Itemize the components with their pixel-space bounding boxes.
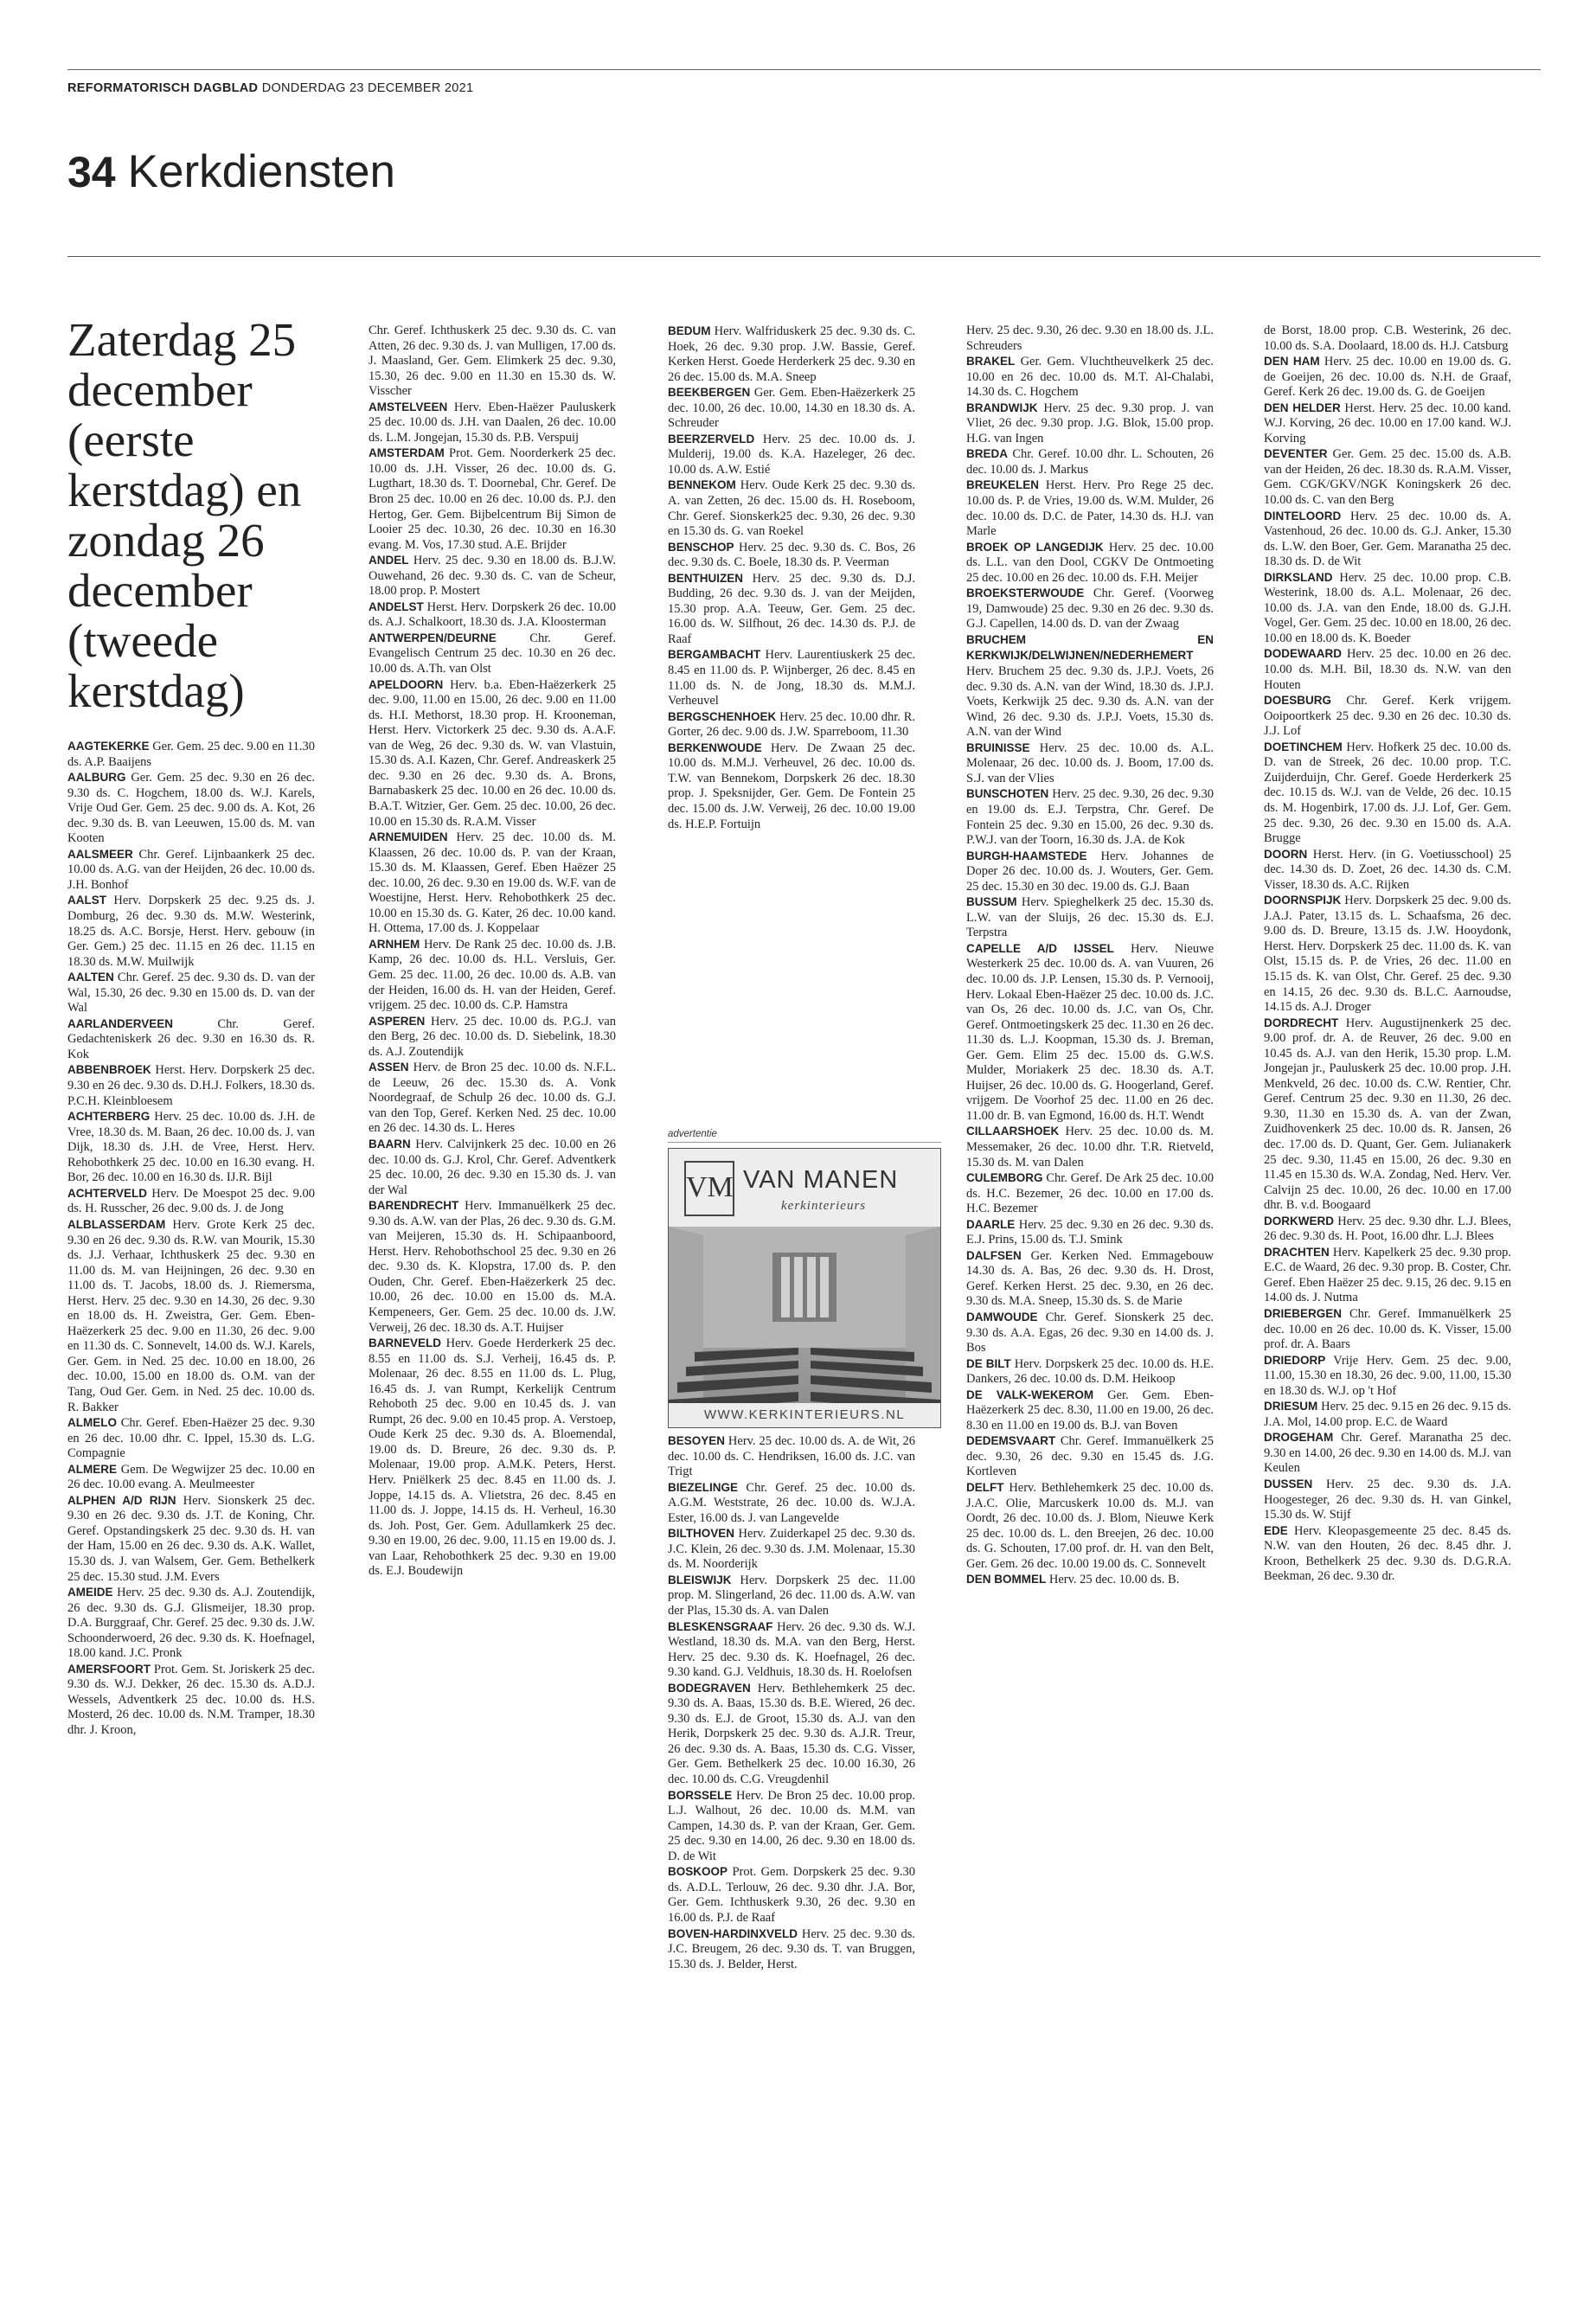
place-name: BLESKENSGRAAF bbox=[668, 1619, 773, 1633]
service-entry bbox=[67, 1462, 315, 1493]
service-details: Prot. Gem. Dorpskerk 25 dec. 9.30 ds. A.D.L. Terlouw, 26 dec. 9.30 dhr. J.A. Bor, Ger. Gem. Ichthuskerk 9.30, 26 dec. 9.30 en 16.00 ds. P.J. de Raaf bbox=[668, 1865, 916, 1925]
service-details: Chr. Geref. 10.00 dhr. L. Schouten, 26 dec. 10.00 ds. J. Markus bbox=[966, 447, 1215, 477]
paper-date: DONDERDAG 23 DECEMBER 2021 bbox=[261, 81, 474, 95]
service-entry bbox=[67, 1186, 315, 1217]
service-entry bbox=[67, 1016, 315, 1063]
service-details: Herv. Nieuwe Westerkerk 25 dec. 10.00 ds. A. van Vuuren, 26 dec. 10.00 ds. J.P. Lensen, 15.30 ds. P. Vernooij, Herv. Lokaal Eben-Haëzer 25 dec. 10.00 ds. J.C. van Os, 26 dec. 10.00 ds. J.C. van Os, Chr. Geref. Ontmoetingskerk 25 dec. 11.30 en 26 dec. 11.30 ds. L.J. Koopman, 15.30 ds. J. Breman, Ger. Gem. Elim 25 dec. 15.00 ds. G.W.S. Mulder, Moriakerk 25 dec. 18.30 ds. A.T. Huijser, 26 dec. 10.00 ds. G. Hoogerland, Geref. vrijgem. De Voorhof 25 dec. 11.00 en 26 dec. 11.00 dr. B. van Egmond, 16.00 ds. H.T. Wendt bbox=[966, 941, 1215, 1123]
place-name: DE BILT bbox=[966, 1356, 1011, 1370]
service-details: Herv. 25 dec. 10.00 ds. B. bbox=[1048, 1573, 1180, 1587]
service-entry bbox=[1264, 570, 1511, 647]
service-entry bbox=[369, 1336, 616, 1580]
place-name: DALFSEN bbox=[966, 1248, 1022, 1262]
service-details: Gem. De Wegwijzer 25 dec. 10.00 en 26 dec. 10.00 evang. A. Meulmeester bbox=[67, 1462, 316, 1492]
ad-image[interactable] bbox=[668, 1148, 941, 1428]
place-name: CULEMBORG bbox=[966, 1171, 1043, 1185]
service-entry bbox=[668, 324, 915, 385]
ad-url[interactable]: WWW.KERKINTERIEURS.NL bbox=[703, 1407, 906, 1422]
place-name: DOORN bbox=[1264, 847, 1308, 861]
place-name: ACHTERVELD bbox=[67, 1186, 148, 1200]
place-name: BORSSELE bbox=[668, 1788, 733, 1802]
service-entry bbox=[1264, 1306, 1511, 1353]
service-details: Chr. Geref. 25 dec. 9.30 ds. D. van der Wal, 15.30, 26 dec. 9.30 en 15.00 ds. D. van der Wal bbox=[67, 971, 316, 1016]
service-details: Chr. Geref. (Voorweg 19, Damwoude) 25 dec. 9.30 en 26 dec. 9.30 ds. G.J. Capellen, 14.00 ds. D. van der Zwaag bbox=[966, 586, 1215, 631]
service-entry bbox=[966, 632, 1214, 740]
service-entry bbox=[668, 385, 915, 432]
service-entry bbox=[67, 1585, 315, 1662]
place-name: DAARLE bbox=[966, 1217, 1016, 1231]
service-details: Chr. Geref. Evangelisch Centrum 25 dec. 10.30 en 26 dec. 10.00 ds. A.Th. van Olst bbox=[369, 631, 616, 676]
service-entry bbox=[668, 1526, 915, 1573]
column-2 bbox=[369, 324, 616, 1580]
service-entry bbox=[1264, 1523, 1511, 1585]
service-details: Herv. 25 dec. 9.30 en 18.00 ds. B.J.W. Ouwehand, 26 dec. 9.30 ds. C. van de Scheur, 18.00 prop. P. Mostert bbox=[369, 554, 616, 599]
page-number: 34 bbox=[67, 148, 116, 196]
place-name: BUNSCHOTEN bbox=[966, 787, 1049, 801]
service-entry bbox=[67, 847, 315, 894]
service-entry bbox=[966, 1124, 1214, 1170]
service-details: Chr. Geref. Gedachteniskerk 26 dec. 9.30 en 16.30 ds. R. Kok bbox=[67, 1016, 315, 1061]
service-entry bbox=[966, 1356, 1214, 1388]
service-details: Ger. Gem. 25 dec. 15.00 ds. A.B. van der Heiden, 26 dec. 18.30 ds. R.A.M. Visser, Gem. CGK/GKV/NGK Koningskerk 26 dec. 10.00 ds. C. van den Berg bbox=[1264, 447, 1512, 508]
place-name: BRAKEL bbox=[966, 355, 1016, 369]
service-entry bbox=[369, 677, 616, 830]
place-name: BEDUM bbox=[668, 324, 711, 337]
service-entry bbox=[67, 770, 315, 847]
service-details: Ger. Kerken Ned. Emmagebouw 14.30 ds. A. Bas, 26 dec. 9.30 ds. H. Drost, Geref. Kerken Herst. 25 dec. 9.30, en 26 dec. 9.30 ds. M.A. Sneep, 15.30 ds. S. de Marie bbox=[966, 1248, 1214, 1309]
service-entry bbox=[67, 1662, 315, 1739]
service-entry bbox=[966, 1433, 1214, 1480]
service-details: Herv. De Bron 25 dec. 10.00 prop. L.J. Walhout, 26 dec. 10.00 ds. M.M. van Campen, 14.30 ds. P. van der Kraan, Ger. Gem. 25 dec. 9.30 en 14.00, 26 dec. 9.30 en 18.00 ds. D. de Wit bbox=[668, 1788, 916, 1863]
service-entry bbox=[966, 1310, 1214, 1356]
service-details: Herv. Johannes de Doper 26 dec. 10.00 ds. J. Wouters, Ger. Gem. 25 dec. 15.30 en 30 dec. 19.00 ds. G.J. Baan bbox=[966, 849, 1215, 894]
place-name: BERKENWOUDE bbox=[668, 740, 762, 754]
place-name: ALPHEN A/D RIJN bbox=[67, 1493, 176, 1507]
service-details: Herv. Calvijnkerk 25 dec. 10.00 en 26 dec. 10.00 ds. G.J. Krol, Chr. Geref. Adventkerk 25 dec. 10.00, 26 dec. 9.30 en 15.30 ds. J. van der Wal bbox=[369, 1137, 616, 1197]
service-details: Herv. Walfriduskerk 25 dec. 9.30 ds. C. Hoek, 26 dec. 9.30 prop. J.W. Bassie, Geref. Kerken Herst. Goede Herderkerk 25 dec. 9.30 en 26 dec. 15.00 ds. M.A. Sneep bbox=[668, 324, 915, 384]
place-name: ANTWERPEN/DEURNE bbox=[369, 631, 497, 644]
service-details: Vrije Herv. Gem. 25 dec. 9.00, 11.00, 15.30 en 18.30, 26 dec. 9.00, 11.00, 15.30 en 18.30 ds. W.J. op 't Hof bbox=[1264, 1353, 1511, 1398]
place-name: DEVENTER bbox=[1264, 447, 1328, 461]
service-details: Ger. Gem. 25 dec. 9.30 en 26 dec. 9.30 ds. C. Hogchem, 18.00 ds. W.J. Karels, Vrije Oud Ger. Gem. 25 dec. 9.00 ds. A. Kot, 26 dec. 9.30 ds. B. van Leeuwen, 15.00 ds. M. van Kooten bbox=[67, 771, 315, 846]
service-entry bbox=[1264, 324, 1511, 354]
service-details: Herv. 25 dec. 10.00 ds. M. Klaassen, 26 dec. 10.00 ds. P. van der Kraan, 15.30 ds. M. Klaassen, Geref. Eben Haëzer 25 dec. 10.00, 26 dec. 9.30 en 19.00 ds. W.F. van de Woestijne, Herst. Herv. Rehobothkerk 25 dec. 10.00 en 15.30 ds. G. Kater, 26 dec. 10.00 kand. H. Ottema, 17.00 ds. J. Koppelaar bbox=[369, 830, 617, 936]
service-entry bbox=[966, 1248, 1214, 1310]
service-entry bbox=[668, 1864, 915, 1926]
headline: Zaterdag 25 december (eerste kerstdag) en zondag 26 december (tweede kerstdag) bbox=[67, 313, 302, 717]
service-entry bbox=[1264, 509, 1511, 570]
service-details: Herst. Herv. Pro Rege 25 dec. 10.00 ds. P. de Vries, 19.00 ds. W.M. Mulder, 26 dec. 10.00 ds. D.C. de Pater, 14.30 ds. H.J. van Marle bbox=[966, 478, 1215, 539]
service-entry bbox=[369, 324, 616, 400]
service-details: Herv. 25 dec. 9.15 en 26 dec. 9.15 ds. J.A. Mol, 14.00 prop. E.C. de Waard bbox=[1264, 1400, 1512, 1429]
service-details: Ger. Gem. Eben-Haëzerkerk 25 dec. 8.30, 11.00 en 19.00, 26 dec. 8.30 en 11.00 en 19.00 ds. B.J. van Boven bbox=[966, 1388, 1214, 1433]
service-details: Ger. Gem. Vluchtheuvelkerk 25 dec. 10.00 en 26 dec. 10.00 ds. M.T. Al-Chalabi, 14.30 ds. C. Hogchem bbox=[966, 355, 1214, 400]
service-details: Herv. Eben-Haëzer Pauluskerk 25 dec. 10.00 ds. J.H. van Daalen, 26 dec. 10.00 ds. L.M. Jongejan, 15.30 ds. P.B. Verspuij bbox=[369, 400, 616, 445]
paper-name: REFORMATORISCH DAGBLAD bbox=[67, 81, 259, 95]
service-entry bbox=[668, 432, 915, 478]
service-details: Herv. De Rank 25 dec. 10.00 ds. J.B. Kamp, 26 dec. 10.00 ds. H.L. Versluis, Ger. Gem. 25 dec. 11.00, 26 dec. 10.00 ds. A.B. van der Heiden, 16.00 ds. H. van der Heiden, Geref. vrijgem. 25 dec. 10.00 ds. C.P. Hamstra bbox=[369, 937, 616, 1013]
place-name: BERGAMBACHT bbox=[668, 648, 761, 662]
service-details: Herv. Dorpskerk 25 dec. 10.00 ds. H.E. Dankers, 26 dec. 10.00 ds. D.M. Heikoop bbox=[966, 1356, 1214, 1387]
service-entry bbox=[1264, 646, 1511, 693]
service-entry bbox=[668, 1480, 915, 1527]
service-entry bbox=[1264, 1477, 1511, 1523]
service-details: Ger. Gem. Eben-Haëzerkerk 25 dec. 10.00, 26 dec. 10.00, 14.30 en 18.30 ds. A. Schreuder bbox=[668, 386, 915, 431]
service-details: Herv. Bethlehemkerk 25 dec. 10.00 ds. J.A.C. Olie, Marcuskerk 10.00 ds. M.J. van Oordt, 26 dec. 10.00 ds. J. Blom, Nieuwe Kerk 25 dec. 10.00 ds. L. den Breejen, 26 dec. 10.00 ds. G. Schouten, 17.00 prof. dr. H. van den Belt, Ger. Gem. 26 dec. 10.00 19.00 ds. C. Sonnevelt bbox=[966, 1481, 1214, 1571]
ad-logo-letters: VM bbox=[686, 1171, 734, 1203]
service-details: Herv. Oude Kerk 25 dec. 9.30 ds. A. van Zetten, 26 dec. 15.00 ds. H. Roseboom, Chr. Geref. Sionskerk25 dec. 9.30, 26 dec. 9.30 en 15.30 ds. G. van Roekel bbox=[668, 478, 916, 539]
place-name: BIEZELINGE bbox=[668, 1480, 739, 1494]
place-name: DODEWAARD bbox=[1264, 647, 1342, 661]
service-details: Ger. Gem. 25 dec. 9.00 en 11.30 ds. A.P. Baaijens bbox=[67, 740, 315, 769]
place-name: BEEKBERGEN bbox=[668, 386, 751, 400]
service-details: Herv. Goede Herderkerk 25 dec. 8.55 en 11.00 ds. S.J. Verheij, 16.45 ds. P. Molenaar, 26 dec. 8.55 en 11.00 ds. L. Plug, 16.45 ds. J. van Rumpt, Kerkelijk Centrum Rehoboth 25 dec. 9.00 en 10.45 ds. J. van Rumpt, 26 dec. 9.00 en 10.45 prop. A. Verstoep, Oude Kerk 25 dec. 9.30 ds. A. Bloemendal, 19.00 ds. D. Breure, 26 dec. 9.30 ds. P. Molenaar, 19.00 prop. A.M.K. Peters, Herst. Herv. Pniëlkerk 25 dec. 8.45 en 11.00 ds. J. Joppe, 14.15 ds. A. Vlietstra, 26 dec. 8.45 en 11.00 ds. J. Joppe, 14.15 ds. H. Verheul, 16.30 ds. Joh. Post, Ger. Gem. Adullamkerk 25 dec. 9.30 en 19.00, 26 dec. 9.00, 11.15 en 19.00 ds. J. van Laar, Rehobothkerk 25 dec. 9.30 en 19.00 ds. E.J. Boudewijn bbox=[369, 1336, 616, 1579]
column-2-entries bbox=[369, 324, 616, 1580]
ad-label: advertentie bbox=[668, 1129, 941, 1143]
service-entry bbox=[668, 478, 915, 539]
service-details: Herv. Sionskerk 25 dec. 9.30 en 26 dec. 9.30 ds. J.T. de Koning, Chr. Geref. Opstandingskerk 25 dec. 9.30 ds. H. van der Ham, 15.00 en 26 dec. 9.30 ds. A.K. Wallet, 15.30 ds. J. van Walsem, Ger. Gem. Bethelkerk 25 dec. 15.30 stud. J.M. Evers bbox=[67, 1493, 315, 1584]
service-details: Herv. 25 dec. 10.00 ds. A. Vastenhoud, 26 dec. 10.00 ds. G.J. Anker, 15.30 ds. L.W. den Boer, Ger. Gem. Maranatha 25 dec. 18.30 ds. D. de Wit bbox=[1264, 509, 1511, 569]
advertisement[interactable] bbox=[668, 1129, 941, 1428]
service-entry bbox=[1264, 1245, 1511, 1306]
service-details: Herv. Spieghelkerk 25 dec. 15.30 ds. L.W. van der Sluijs, 26 dec. 15.30 ds. E.J. Terpstra bbox=[966, 895, 1214, 940]
service-entry bbox=[1264, 401, 1511, 447]
service-details: Herst. Herv. 25 dec. 10.00 kand. W.J. Korving, 26 dec. 10.00 en 17.00 kand. W.J. Korving bbox=[1264, 401, 1511, 445]
service-entry bbox=[966, 446, 1214, 478]
service-entry bbox=[966, 401, 1214, 447]
place-name: BODEGRAVEN bbox=[668, 1681, 751, 1695]
place-name: BURGH-HAAMSTEDE bbox=[966, 849, 1087, 862]
service-entry bbox=[369, 599, 616, 631]
service-details: Herv. De Zwaan 25 dec. 10.00 ds. M.M.J. Verheuvel, 26 dec. 10.00 ds. T.W. van Bennekom, Dorpskerk 26 dec. 18.30 prop. J. Speksnijder, Ger. Gem. De Fontein 25 dec. 15.00 ds. J.W. Verweij, 26 dec. 10.00 19.00 ds. H.E.P. Fortuijn bbox=[668, 740, 916, 831]
service-details: Herv. 25 dec. 10.00 ds. P.G.J. van den Berg, 26 dec. 10.00 ds. D. Siebelink, 18.30 ds. A.J. Zoutendijk bbox=[369, 1014, 616, 1059]
place-name: DRIEBERGEN bbox=[1264, 1307, 1343, 1320]
service-details: Chr. Geref. Immanuëlkerk 25 dec. 10.00 en 26 dec. 10.00 ds. K. Visser, 15.00 prof. dr. A. Baars bbox=[1264, 1307, 1511, 1352]
service-entry bbox=[966, 894, 1214, 941]
service-entry bbox=[966, 941, 1214, 1125]
place-name: AALTEN bbox=[67, 971, 114, 984]
place-name: BAARN bbox=[369, 1137, 411, 1150]
service-entry bbox=[668, 740, 915, 832]
service-details: Chr. Geref. 25 dec. 10.00 ds. A.G.M. Weststrate, 26 dec. 10.00 ds. W.J.A. Ester, 16.00 ds. J. van Langevelde bbox=[668, 1480, 916, 1525]
service-entry bbox=[369, 1014, 616, 1061]
service-details: Herv. 25 dec. 9.30, 26 dec. 9.30 en 18.00 ds. J.L. Schreuders bbox=[966, 324, 1214, 353]
service-details: Herv. Kapelkerk 25 dec. 9.30 prop. E.C. de Waard, 26 dec. 9.30 prop. B. Coster, Chr. Geref. Eben Haëzer 25 dec. 9.15, 26 dec. 9.15 en 14.00 ds. J. Nutma bbox=[1264, 1245, 1511, 1305]
service-details: Herv. 25 dec. 9.30 en 26 dec. 9.30 ds. E.J. Prins, 15.00 ds. T.J. Smink bbox=[966, 1217, 1214, 1247]
service-entry bbox=[369, 830, 616, 937]
place-name: BREUKELEN bbox=[966, 478, 1040, 492]
column-3 bbox=[668, 324, 915, 832]
service-details: Herv. 25 dec. 10.00 ds. M. Messemaker, 26 dec. 10.00 dhr. T.R. Rietveld, 15.30 ds. M. van Dalen bbox=[966, 1125, 1215, 1170]
column-1 bbox=[67, 315, 315, 1739]
place-name: AMSTERDAM bbox=[369, 446, 445, 460]
service-details: de Borst, 18.00 prop. C.B. Westerink, 26 dec. 10.00 ds. S.A. Doolaard, 18.00 ds. H.J. Catsburg bbox=[1264, 324, 1511, 353]
place-name: ASSEN bbox=[369, 1061, 409, 1074]
service-entry bbox=[1264, 1214, 1511, 1245]
place-name: CAPELLE A/D IJSSEL bbox=[966, 941, 1114, 955]
place-name: APELDOORN bbox=[369, 677, 444, 691]
service-details: Herv. 25 dec. 10.00 dhr. R. Gorter, 26 dec. 9.00 ds. J.W. Sparreboom, 11.30 bbox=[668, 709, 915, 740]
service-details: Herv. 25 dec. 9.30 ds. C. Bos, 26 dec. 9.30 ds. C. Boele, 18.30 ds. P. Veerman bbox=[668, 540, 916, 570]
service-entry bbox=[966, 1388, 1214, 1434]
place-name: DOESBURG bbox=[1264, 694, 1332, 708]
place-name: DAMWOUDE bbox=[966, 1311, 1038, 1324]
service-details: Herv. Hofkerk 25 dec. 10.00 ds. D. van de Streek, 26 dec. 10.00 prop. T.C. Zuijderduijn, Chr. Geref. Goede Herderkerk 25 dec. 10.15 ds. W.J. van de Velde, 26 dec. 10.15 ds. M. Hogenbirk, 17.00 ds. J.J. Lof, Ger. Gem. 25 dec. 9.30, 26 dec. 9.30 en 15.00 ds. A.A. Brugge bbox=[1264, 740, 1512, 846]
place-name: DOETINCHEM bbox=[1264, 740, 1343, 753]
ad-logo-icon bbox=[684, 1161, 734, 1216]
service-entry bbox=[369, 553, 616, 599]
service-entry bbox=[67, 893, 315, 970]
service-details: Chr. Geref. Eben-Haëzer 25 dec. 9.30 en 26 dec. 10.00 dhr. C. Ippel, 15.30 ds. L.G. Compagnie bbox=[67, 1416, 315, 1461]
service-details: Chr. Geref. Maranatha 25 dec. 9.30 en 14.00, 26 dec. 9.30 en 14.00 ds. M.J. van Keulen bbox=[1264, 1431, 1511, 1476]
service-details: Herv. Zuiderkapel 25 dec. 9.30 ds. J.C. Klein, 26 dec. 9.30 ds. J.M. Molenaar, 15.30 ds. M. Noorderijk bbox=[668, 1527, 916, 1572]
place-name: EDE bbox=[1264, 1523, 1288, 1537]
service-entry bbox=[1264, 1016, 1511, 1214]
service-entry bbox=[966, 1572, 1214, 1588]
service-details: Chr. Geref. Immanuëlkerk 25 dec. 9.30, 26 dec. 9.30 en 15.45 ds. J.G. Kortleven bbox=[966, 1434, 1214, 1479]
page-header bbox=[67, 145, 395, 198]
place-name: BARENDRECHT bbox=[369, 1199, 459, 1213]
service-entry bbox=[67, 1109, 315, 1186]
service-details: Herv. 25 dec. 10.00 ds. J.H. de Vree, 18.30 ds. M. Baan, 26 dec. 10.00 ds. J. van Dijk, 18.30 ds. J.H. de Vree, Herst. Herv. Rehobothkerk 25 dec. 10.00 en 16.30 evang. H. Bor, 26 dec. 10.00 en 16.30 ds. IJ.R. Bijl bbox=[67, 1110, 316, 1185]
place-name: BESOYEN bbox=[668, 1434, 726, 1447]
place-name: AAGTEKERKE bbox=[67, 740, 150, 753]
service-entry bbox=[369, 937, 616, 1014]
service-details: Herv. 25 dec. 10.00 prop. C.B. Westerink, 18.00 ds. A.L. Molenaar, 26 dec. 10.00 ds. J.A. van den Ende, 18.00 ds. G.J.H. Vogel, Ger. Gem. 25 dec. 10.00 en 18.00, 26 dec. 10.00 en 18.00 ds. K. Boeder bbox=[1264, 570, 1511, 645]
service-details: Herv. 25 dec. 9.30 ds. J.A. Hoogesteger, 26 dec. 9.30 ds. H. van Ginkel, 15.30 ds. W. Stijf bbox=[1264, 1477, 1511, 1522]
service-entry bbox=[1264, 1430, 1511, 1477]
header-rule bbox=[67, 256, 1541, 257]
place-name: BEERZERVELD bbox=[668, 432, 755, 445]
place-name: BRUCHEM EN KERKWIJK/DELWIJNEN/NEDERHEMERT bbox=[966, 632, 1214, 663]
place-name: DINTELOORD bbox=[1264, 509, 1342, 522]
service-entry bbox=[966, 324, 1214, 354]
service-entry bbox=[668, 1433, 915, 1480]
service-entry bbox=[966, 586, 1214, 632]
column-5-entries bbox=[1264, 324, 1511, 1585]
place-name: AARLANDERVEEN bbox=[67, 1016, 174, 1030]
service-entry bbox=[1264, 740, 1511, 847]
place-name: DRACHTEN bbox=[1264, 1245, 1330, 1259]
place-name: ACHTERBERG bbox=[67, 1110, 151, 1124]
service-details: Herv. Dorpskerk 25 dec. 9.25 ds. J. Domburg, 26 dec. 9.30 ds. M.W. Westerink, 18.25 ds. A.C. Borsje, Herst. Herv. gebouw (in Ger. Gem.) 25 dec. 11.15 en 26 dec. 11.15 en 18.30 ds. M.W. Muilwijk bbox=[67, 894, 315, 969]
place-name: DORKWERD bbox=[1264, 1214, 1334, 1227]
place-name: CILLAARSHOEK bbox=[966, 1125, 1060, 1138]
service-entry bbox=[369, 1137, 616, 1198]
service-details: Herst. Herv. Dorpskerk 25 dec. 9.30 en 26 dec. 9.30 ds. D.H.J. Folkers, 18.30 ds. P.C.H. Kleinbloesem bbox=[67, 1063, 316, 1108]
service-details: Prot. Gem. Noorderkerk 25 dec. 10.00 ds. J.H. Visser, 26 dec. 10.00 ds. G. Lugthart, 18.30 ds. T. Doornebal, Chr. Geref. De Bron 25 dec. 10.00 en 26 dec. 10.00 ds. P.J. den Hertog, Ger. Gem. Bijbelcentrum Bij Simon de Looier 25 dec. 10.30, 26 dec. 10.30 en 16.30 evang. M. Vos, 17.30 stud. A.E. Brijder bbox=[369, 446, 616, 552]
ad-brand: VAN MANEN bbox=[743, 1166, 899, 1194]
service-details: Chr. Geref. De Ark 25 dec. 10.00 ds. H.C. Bezemer, 26 dec. 10.00 en 17.00 ds. H.C. Bezemer bbox=[966, 1171, 1214, 1216]
place-name: BARNEVELD bbox=[369, 1336, 442, 1350]
service-entry bbox=[668, 1619, 915, 1681]
place-name: AALBURG bbox=[67, 771, 126, 785]
service-entry bbox=[668, 571, 915, 648]
service-details: Chr. Geref. Kerk vrijgem. Ooipoortkerk 25 dec. 9.30 en 26 dec. 10.30 ds. J.J. Lof bbox=[1264, 694, 1511, 739]
service-details: Herv. 25 dec. 9.30 dhr. L.J. Blees, 26 dec. 9.30 ds. H. Poot, 16.00 dhr. L.J. Blees bbox=[1264, 1214, 1511, 1244]
place-name: ARNEMUIDEN bbox=[369, 830, 448, 844]
service-entry bbox=[966, 540, 1214, 586]
place-name: DE VALK-WEKEROM bbox=[966, 1388, 1094, 1401]
service-details: Herv. 25 dec. 10.00 en 26 dec. 10.00 ds. M.H. Bil, 18.30 ds. N.W. van den Houten bbox=[1264, 647, 1511, 692]
place-name: DEN BOMMEL bbox=[966, 1573, 1047, 1586]
service-details: Herv. 25 dec. 10.00 ds. A. de Wit, 26 dec. 10.00 ds. C. Hendriksen, 16.00 ds. J.C. van Trigt bbox=[668, 1434, 916, 1479]
service-details: Herv. Laurentiuskerk 25 dec. 8.45 en 11.00 ds. P. Wijnberger, 26 dec. 8.45 en 11.00 ds. N. de Jong, 18.30 ds. M.M.J. Verheuvel bbox=[668, 648, 915, 708]
service-entry bbox=[369, 1060, 616, 1137]
service-entry bbox=[1264, 1399, 1511, 1430]
column-3-continued bbox=[668, 1433, 915, 1972]
service-details: Herv. 25 dec. 9.30 ds. A.J. Zoutendijk, 26 dec. 9.30 ds. G.J. Glismeijer, 18.30 prop. D.A. Burggraaf, Chr. Geref. 25 dec. 9.30 ds. J.W. Schoonderwoerd, 26 dec. 9.30 ds. K. Hoefnagel, 18.00 kand. J.C. Pronk bbox=[67, 1586, 315, 1661]
service-entry bbox=[1264, 1353, 1511, 1400]
masthead bbox=[67, 81, 473, 95]
service-entry bbox=[67, 1062, 315, 1109]
place-name: BOSKOOP bbox=[668, 1865, 728, 1879]
place-name: DORDRECHT bbox=[1264, 1016, 1339, 1029]
service-entry bbox=[1264, 847, 1511, 894]
service-entry bbox=[668, 1681, 915, 1788]
service-entry bbox=[1264, 893, 1511, 1015]
column-4 bbox=[966, 324, 1214, 1588]
service-entry bbox=[1264, 693, 1511, 740]
place-name: ANDEL bbox=[369, 554, 409, 567]
place-name: BERGSCHENHOEK bbox=[668, 709, 777, 723]
place-name: DEDEMSVAART bbox=[966, 1434, 1056, 1448]
service-entry bbox=[67, 1415, 315, 1462]
service-details: Herv. 25 dec. 10.00 ds. A.L. Molenaar, 26 dec. 10.00 ds. J. Boom, 17.00 ds. S.J. van der Vlies bbox=[966, 740, 1215, 785]
place-name: BREDA bbox=[966, 447, 1009, 461]
service-details: Herv. Dorpskerk 25 dec. 11.00 prop. M. Slingerland, 26 dec. 11.00 ds. A.W. van der Plas, 15.30 ds. A. van Dalen bbox=[668, 1573, 915, 1618]
place-name: BUSSUM bbox=[966, 895, 1017, 909]
service-details: Herv. 25 dec. 10.00 ds. L.L. van den Dool, CGKV De Ontmoeting 25 dec. 10.00 en 26 dec. 10.00 ds. F.H. Meijer bbox=[966, 540, 1215, 585]
service-entry bbox=[668, 1788, 915, 1865]
service-entry bbox=[966, 740, 1214, 787]
place-name: DRIEDORP bbox=[1264, 1353, 1326, 1367]
place-name: BLEISWIJK bbox=[668, 1573, 732, 1586]
place-name: BOVEN-HARDINXVELD bbox=[668, 1926, 798, 1940]
service-entry bbox=[67, 970, 315, 1016]
service-entry bbox=[668, 1573, 915, 1619]
place-name: AMERSFOORT bbox=[67, 1662, 151, 1676]
service-details: Herv. 25 dec. 9.30, 26 dec. 9.30 en 19.00 ds. E.J. Terpstra, Chr. Geref. De Fontein 25 dec. 9.30 en 15.00, 26 dec. 9.30 ds. P.W.J. van der Toorn, 16.30 ds. J.A. de Kok bbox=[966, 787, 1214, 848]
service-entry bbox=[369, 400, 616, 446]
service-details: Herv. Dorpskerk 25 dec. 9.00 ds. J.A.J. Pater, 13.15 ds. L. Schaafsma, 26 dec. 9.00 ds. D. Breure, 13.15 ds. J.W. Hooydonk, Herst. Herv. Dorpskerk 25 dec. 11.00 ds. K. van Olst, 15.15 ds. P. de Vries, 26 dec. 11.00 en 15.15 ds. K. van Olst, Chr. Geref. 25 dec. 9.30 en 14.15, 26 dec. 9.30 ds. B.L.C. Aarnoudse, 14.15 ds. A.J. Droger bbox=[1264, 894, 1511, 1015]
service-entry bbox=[668, 1926, 915, 1973]
place-name: DEN HAM bbox=[1264, 355, 1320, 369]
service-entry bbox=[67, 1493, 315, 1585]
place-name: BRUINISSE bbox=[966, 740, 1030, 754]
place-name: DELFT bbox=[966, 1481, 1004, 1495]
service-entry bbox=[668, 540, 915, 571]
service-entry bbox=[966, 1170, 1214, 1217]
place-name: DROGEHAM bbox=[1264, 1431, 1334, 1445]
place-name: BRANDWIJK bbox=[966, 401, 1038, 414]
service-details: Herv. Grote Kerk 25 dec. 9.30 en 26 dec. 9.30 ds. R.W. van Mourik, 15.30 ds. J.J. Verhaar, Ichthuskerk 25 dec. 9.30 en 11.00 ds. M. van Heijningen, 26 dec. 9.30 en 11.00 ds. T. Jacobs, 18.00 ds. J. Riemersma, Herst. Herv. 25 dec. 9.30 en 14.30, 26 dec. 9.30 en 18.00 ds. H. Zweistra, Ger. Gem. Eben-Haëzerkerk 25 dec. 9.00 en 11.30, 26 dec. 9.00 en 11.30 ds. C. Sonnevelt, 14.00 ds. W.J. Karels, Ger. Gem. in Ned. 25 dec. 10.00 en 18.00, 26 dec. 10.00, 15.00 en 18.00 ds. O.M. van der Tang, Oud Ger. Gem. in Ned. 25 dec. 10.00 ds. R. Bakker bbox=[67, 1217, 316, 1414]
service-details: Herv. 25 dec. 10.00 en 19.00 ds. G. de Goeijen, 26 dec. 10.00 ds. N.H. de Graaf, Geref. Kerk 26 dec. 19.00 ds. G. de Goeijen bbox=[1264, 355, 1512, 400]
place-name: ABBENBROEK bbox=[67, 1063, 151, 1077]
service-details: Herst. Herv. (in G. Voetiusschool) 25 dec. 14.30 ds. D. Zoet, 26 dec. 14.30 ds. C.M. Visser, 18.30 ds. A.C. Rijken bbox=[1264, 847, 1511, 892]
service-entry bbox=[966, 849, 1214, 895]
service-entry bbox=[668, 709, 915, 740]
service-details: Herv. de Bron 25 dec. 10.00 ds. N.F.L. de Leeuw, 26 dec. 15.30 ds. A. Vonk Noordegraaf, de Schulp 26 dec. 10.00 ds. G.J. van den Top, Geref. Kerken Ned. 25 dec. 10.00 en 26 dec. 14.30 ds. L. Heres bbox=[369, 1061, 616, 1136]
service-entry bbox=[668, 647, 915, 708]
place-name: BENSCHOP bbox=[668, 540, 734, 554]
service-details: Herst. Herv. Dorpskerk 26 dec. 10.00 ds. A.J. Schalkoort, 18.30 ds. J.A. Kloosterman bbox=[369, 599, 617, 630]
ad-tagline: kerkinterieurs bbox=[781, 1199, 867, 1213]
service-entry bbox=[67, 739, 315, 770]
place-name: ALMERE bbox=[67, 1462, 117, 1476]
service-details: Chr. Geref. Lijnbaankerk 25 dec. 10.00 ds. A.G. van der Heijden, 26 dec. 10.00 ds. J.H. Bonhof bbox=[67, 847, 316, 892]
service-entry bbox=[966, 478, 1214, 539]
service-details: Chr. Geref. Ichthuskerk 25 dec. 9.30 ds. C. van Atten, 26 dec. 9.30 ds. J. van Mulligen, 17.00 ds. J. Maasland, Ger. Gem. Elimkerk 25 dec. 9.30, 15.30, 26 dec. 9.00 en 11.30 en 15.30 ds. W. Visscher bbox=[369, 324, 616, 399]
service-details: Herv. Immanuëlkerk 25 dec. 9.30 ds. A.W. van der Plas, 26 dec. 9.30 ds. G.M. van Meijeren, 15.30 ds. H. Schipaanboord, Herst. Herv. Rehobothschool 25 dec. 9.30 en 26 dec. 9.30 ds. K. Klopstra, 17.00 ds. P. den Ouden, Chr. Geref. Eben-Haëzerkerk 25 dec. 10.00, 26 dec. 10.00 en 15.00 ds. M.A. Kempeneers, Ger. Gem. 25 dec. 10.00 ds. J.W. Verweij, 26 dec. 18.30 ds. A.T. Huijser bbox=[369, 1199, 617, 1335]
service-entry bbox=[1264, 354, 1511, 401]
column-1-entries bbox=[67, 739, 315, 1739]
service-entry bbox=[966, 786, 1214, 848]
place-name: ASPEREN bbox=[369, 1014, 426, 1028]
service-details: Herv. Bruchem 25 dec. 9.30 ds. J.P.J. Voets, 26 dec. 9.30 ds. A.N. van der Wind, 18.30 ds. J.P.J. Voets, Kerkwijk 25 dec. 9.30 ds. A.N. van der Wind, 26 dec. 9.30 ds. J.P.J. Voets, 15.30 ds. A.N. van der Wind bbox=[966, 664, 1214, 740]
service-entry bbox=[966, 1480, 1214, 1572]
place-name: DRIESUM bbox=[1264, 1400, 1318, 1413]
place-name: BROEKSTERWOUDE bbox=[966, 586, 1085, 600]
place-name: DIRKSLAND bbox=[1264, 570, 1333, 584]
column-3b-entries bbox=[668, 1433, 915, 1972]
service-entry bbox=[369, 631, 616, 677]
place-name: BILTHOVEN bbox=[668, 1527, 734, 1541]
top-rule bbox=[67, 69, 1541, 70]
service-entry bbox=[369, 1198, 616, 1336]
service-details: Herv. 25 dec. 9.30 prop. J. van Vliet, 26 dec. 9.30 prop. J.G. Blok, 15.00 prop. H.G. van Ingen bbox=[966, 401, 1214, 445]
service-entry bbox=[67, 1217, 315, 1415]
service-details: Herv. Kleopasgemeente 25 dec. 8.45 ds. N.W. van den Houten, 26 dec. 8.45 dhr. J. Kroon, Bethelkerk 25 dec. 9.30 ds. D.G.R.A. Beekman, 26 dec. 9.30 dr. bbox=[1264, 1523, 1512, 1584]
service-entry bbox=[369, 445, 616, 553]
service-details: Herv. 25 dec. 10.00 ds. J. Mulderij, 19.00 ds. K.A. Hazeleger, 26 dec. 10.00 ds. A.W. Estié bbox=[668, 432, 916, 477]
place-name: ALBLASSERDAM bbox=[67, 1217, 166, 1231]
service-details: Herv. 25 dec. 9.30 ds. D.J. Budding, 26 dec. 9.30 ds. J. van der Meijden, 15.30 prop. A.A. Teeuw, Ger. Gem. 25 dec. 16.00 ds. W. Silfhout, 26 dec. 14.30 ds. P.J. de Raaf bbox=[668, 571, 915, 646]
service-details: Prot. Gem. St. Joriskerk 25 dec. 9.30 ds. W.J. Dekker, 26 dec. 15.30 ds. A.D.J. Wessels, Adventkerk 25 dec. 10.00 ds. H.S. Mosterd, 26 dec. 10.00 ds. N.M. Tramper, 18.30 dhr. J. Kroon, bbox=[67, 1662, 316, 1737]
place-name: AMSTELVEEN bbox=[369, 400, 448, 413]
place-name: DUSSEN bbox=[1264, 1477, 1313, 1491]
column-5 bbox=[1264, 324, 1511, 1585]
place-name: AALST bbox=[67, 894, 106, 907]
service-details: Herv. De Moespot 25 dec. 9.00 ds. H. Russcher, 26 dec. 9.00 ds. J. de Jong bbox=[67, 1186, 315, 1216]
place-name: ALMELO bbox=[67, 1416, 117, 1430]
place-name: ANDELST bbox=[369, 599, 424, 613]
place-name: AALSMEER bbox=[67, 847, 133, 861]
service-details: Herv. b.a. Eben-Haëzerkerk 25 dec. 9.00, 11.00 en 15.00, 26 dec. 9.00 en 11.00 ds. H.I. Methorst, 18.30 prop. H. Krooneman, Herst. Herv. Victorkerk 25 dec. 9.30 ds. A.A.F. van de Weg, 26 dec. 9.30 ds. W. van Vlastuin, 15.30 ds. A.I. Kazen, Chr. Geref. Andreaskerk 25 dec. 9.30 en 26 dec. 9.30 ds. A. Brons, Barnabaskerk 25 dec. 10.00 en 26 dec. 10.00 ds. B.A.T. Witzier, Ger. Gem. 25 dec. 10.00, 26 dec. 10.00 en 15.30 ds. R.A.M. Visser bbox=[369, 677, 616, 829]
service-entry bbox=[1264, 446, 1511, 508]
place-name: DOORNSPIJK bbox=[1264, 894, 1342, 907]
service-entry bbox=[966, 1217, 1214, 1248]
service-details: Herv. 26 dec. 9.30 ds. W.J. Westland, 18.30 ds. M.A. van den Berg, Herst. Herv. 25 dec. 9.30 ds. K. Hoefnagel, 26 dec. 9.30 kand. G.J. Veldhuis, 18.30 ds. H. Roelofsen bbox=[668, 1619, 916, 1680]
section-title: Kerkdiensten bbox=[127, 146, 395, 197]
place-name: DEN HELDER bbox=[1264, 401, 1341, 414]
column-3-entries bbox=[668, 324, 915, 832]
service-entry bbox=[966, 354, 1214, 401]
place-name: AMEIDE bbox=[67, 1586, 113, 1599]
place-name: ARNHEM bbox=[369, 937, 420, 951]
service-details: Chr. Geref. Sionskerk 25 dec. 9.30 ds. A.A. Egas, 26 dec. 9.30 en 14.00 ds. J. Bos bbox=[966, 1311, 1215, 1356]
service-details: Herv. Augustijnenkerk 25 dec. 9.00 prof. dr. A. de Reuver, 26 dec. 9.00 en 10.45 ds. A.J. van den Herik, 15.30 prop. L.M. Jongejan jr., Pauluskerk 25 dec. 10.00 prop. J.H. Menkveld, 26 dec. 10.00 ds. C.W. Rentier, Chr. Geref. Centrum 25 dec. 9.30 en 11.30, 26 dec. 9.30, 11.30 en 15.30 ds. A. van der Zwan, Zuidhovenkerk 25 dec. 10.00 ds. R. Jansen, 26 dec. 17.00 ds. D. Quant, Ger. Gem. Julianakerk 25 dec. 9.30, 11.45 en 15.00, 26 dec. 9.30 en 11.45 en 15.30 ds. W.A. Zondag, Ned. Herv. Ver. Calvijn 25 dec. 10.00, 26 dec. 10.00 en 17.00 dhr. B. v.d. Boogaard bbox=[1264, 1016, 1511, 1213]
column-4-entries bbox=[966, 324, 1214, 1588]
service-details: Herv. Bethlehemkerk 25 dec. 9.30 ds. A. Baas, 15.30 ds. B.E. Wiered, 26 dec. 9.30 ds. E.J. de Groot, 15.30 ds. A.J. van den Herik, Dorpskerk 25 dec. 9.30 ds. A.J.R. Treur, 26 dec. 9.30 ds. A. Baas, 15.30 ds. C.G. Visser, Ger. Gem. Bethelkerk 25 dec. 10.00 16.30, 26 dec. 10.00 ds. C.G. Vreugdenhil bbox=[668, 1681, 915, 1787]
place-name: BROEK OP LANGEDIJK bbox=[966, 540, 1104, 554]
service-details: Herv. 25 dec. 9.30 ds. J.C. Breugem, 26 dec. 9.30 ds. T. van Bruggen, 15.30 ds. J. Belder, Herst. bbox=[668, 1926, 916, 1971]
place-name: BENNEKOM bbox=[668, 478, 736, 492]
place-name: BENTHUIZEN bbox=[668, 571, 743, 585]
